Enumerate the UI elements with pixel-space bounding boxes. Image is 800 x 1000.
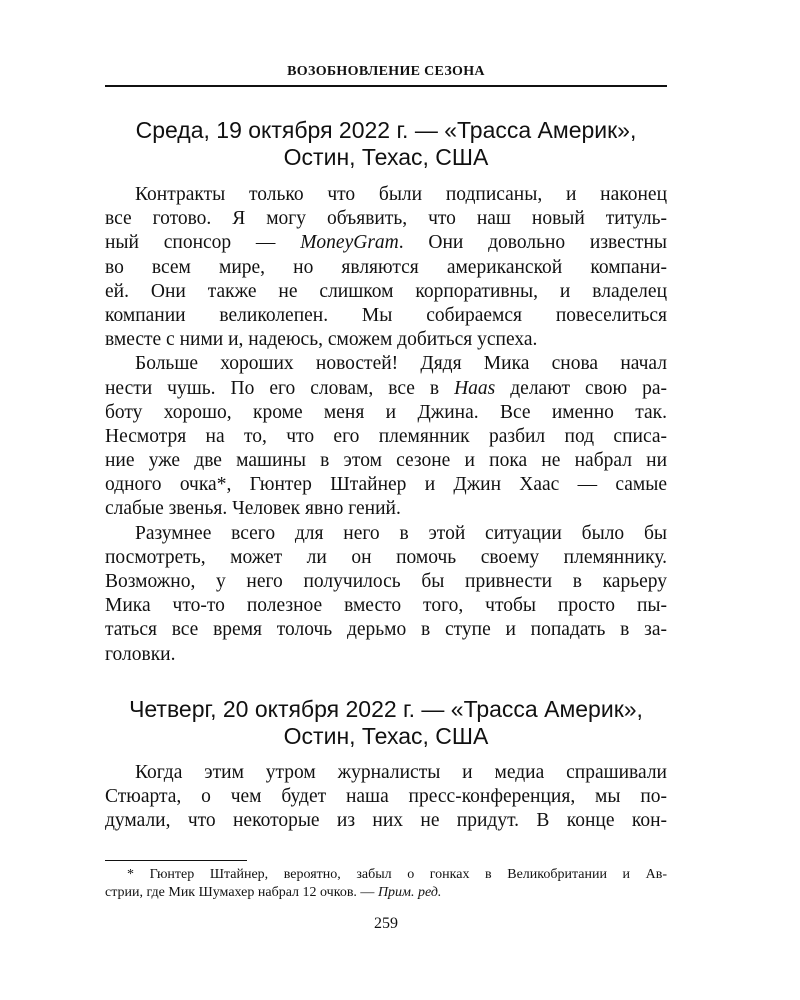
text-line: ей. Они также не слишком корпоративны, и владелец xyxy=(105,280,667,302)
text-line: таться все время толочь дерьмо в ступе и попадать в за- xyxy=(105,619,667,641)
footnote xyxy=(105,866,667,902)
footnote-rule xyxy=(105,860,247,861)
section-2-body xyxy=(105,761,667,834)
footnote-line: * Гюнтер Штайнер, вероятно, забыл о гонках в Великобритании и Ав- xyxy=(127,867,667,882)
text-line: компании великолепен. Мы собираемся повеселиться xyxy=(105,304,667,326)
text-line: Больше хороших новостей! Дядя Мика снова начал xyxy=(135,353,667,375)
heading-line: Остин, Техас, США xyxy=(283,723,489,749)
sponsor-name: MoneyGram xyxy=(300,232,399,254)
text-line: ние уже две машины в этом сезоне и пока не набрал ни xyxy=(105,450,667,472)
section-heading-2 xyxy=(105,696,667,750)
text-line: Разумнее всего для него в этой ситуации было бы xyxy=(135,522,667,544)
text-line: нести чушь. По его словам, все в Haas делают свою ра- xyxy=(105,377,667,399)
heading-line: Четверг, 20 октября 2022 г. — «Трасса Америк», xyxy=(129,696,643,722)
footnote-line: стрии, где Мик Шумахер набрал 12 очков. — Прим. ред. xyxy=(105,885,442,900)
editor-note: Прим. ред. xyxy=(377,885,442,900)
text-line: головки. xyxy=(105,643,176,665)
text-line: Стюарта, о чем будет наша пресс-конференция, мы по- xyxy=(105,786,667,808)
running-head: ВОЗОБНОВЛЕНИЕ СЕЗОНА xyxy=(287,64,485,79)
text-line: ный спонсор — MoneyGram. Они довольно известны xyxy=(105,232,667,254)
page-number: 259 xyxy=(374,915,398,932)
text-line: думали, что некоторые из них не придут. В конце кон- xyxy=(105,810,667,832)
text-line: Несмотря на то, что его племянник разбил под списа- xyxy=(105,425,667,447)
text-line: Мика что-то полезное вместо того, чтобы просто пы- xyxy=(105,595,667,617)
text-line: слабые звенья. Человек явно гений. xyxy=(105,498,401,520)
section-1-body xyxy=(105,183,667,667)
section-heading-1 xyxy=(105,117,667,171)
text-line: одного очка*, Гюнтер Штайнер и Джин Хаас — самые xyxy=(105,474,667,496)
team-name: Haas xyxy=(454,377,496,399)
text-line: посмотреть, может ли он помочь своему племяннику. xyxy=(105,546,667,568)
text-line: боту хорошо, кроме меня и Джина. Все именно так. xyxy=(105,401,667,423)
heading-line: Среда, 19 октября 2022 г. — «Трасса Америк», xyxy=(135,117,637,143)
text-line: во всем мире, но являются американской компани- xyxy=(105,256,667,278)
heading-line: Остин, Техас, США xyxy=(283,144,489,170)
text-line: Когда этим утром журналисты и медиа спрашивали xyxy=(135,762,667,783)
header-rule xyxy=(105,85,667,87)
book-page xyxy=(105,0,667,1000)
text-line: Возможно, у него получилось бы привнести в карьеру xyxy=(105,571,667,592)
text-line: вместе с ними и, надеюсь, сможем добиться успеха. xyxy=(105,329,538,351)
text-line: Контракты только что были подписаны, и наконец xyxy=(135,184,667,205)
text-line: все готово. Я могу объявить, что наш новый титуль- xyxy=(105,208,667,230)
